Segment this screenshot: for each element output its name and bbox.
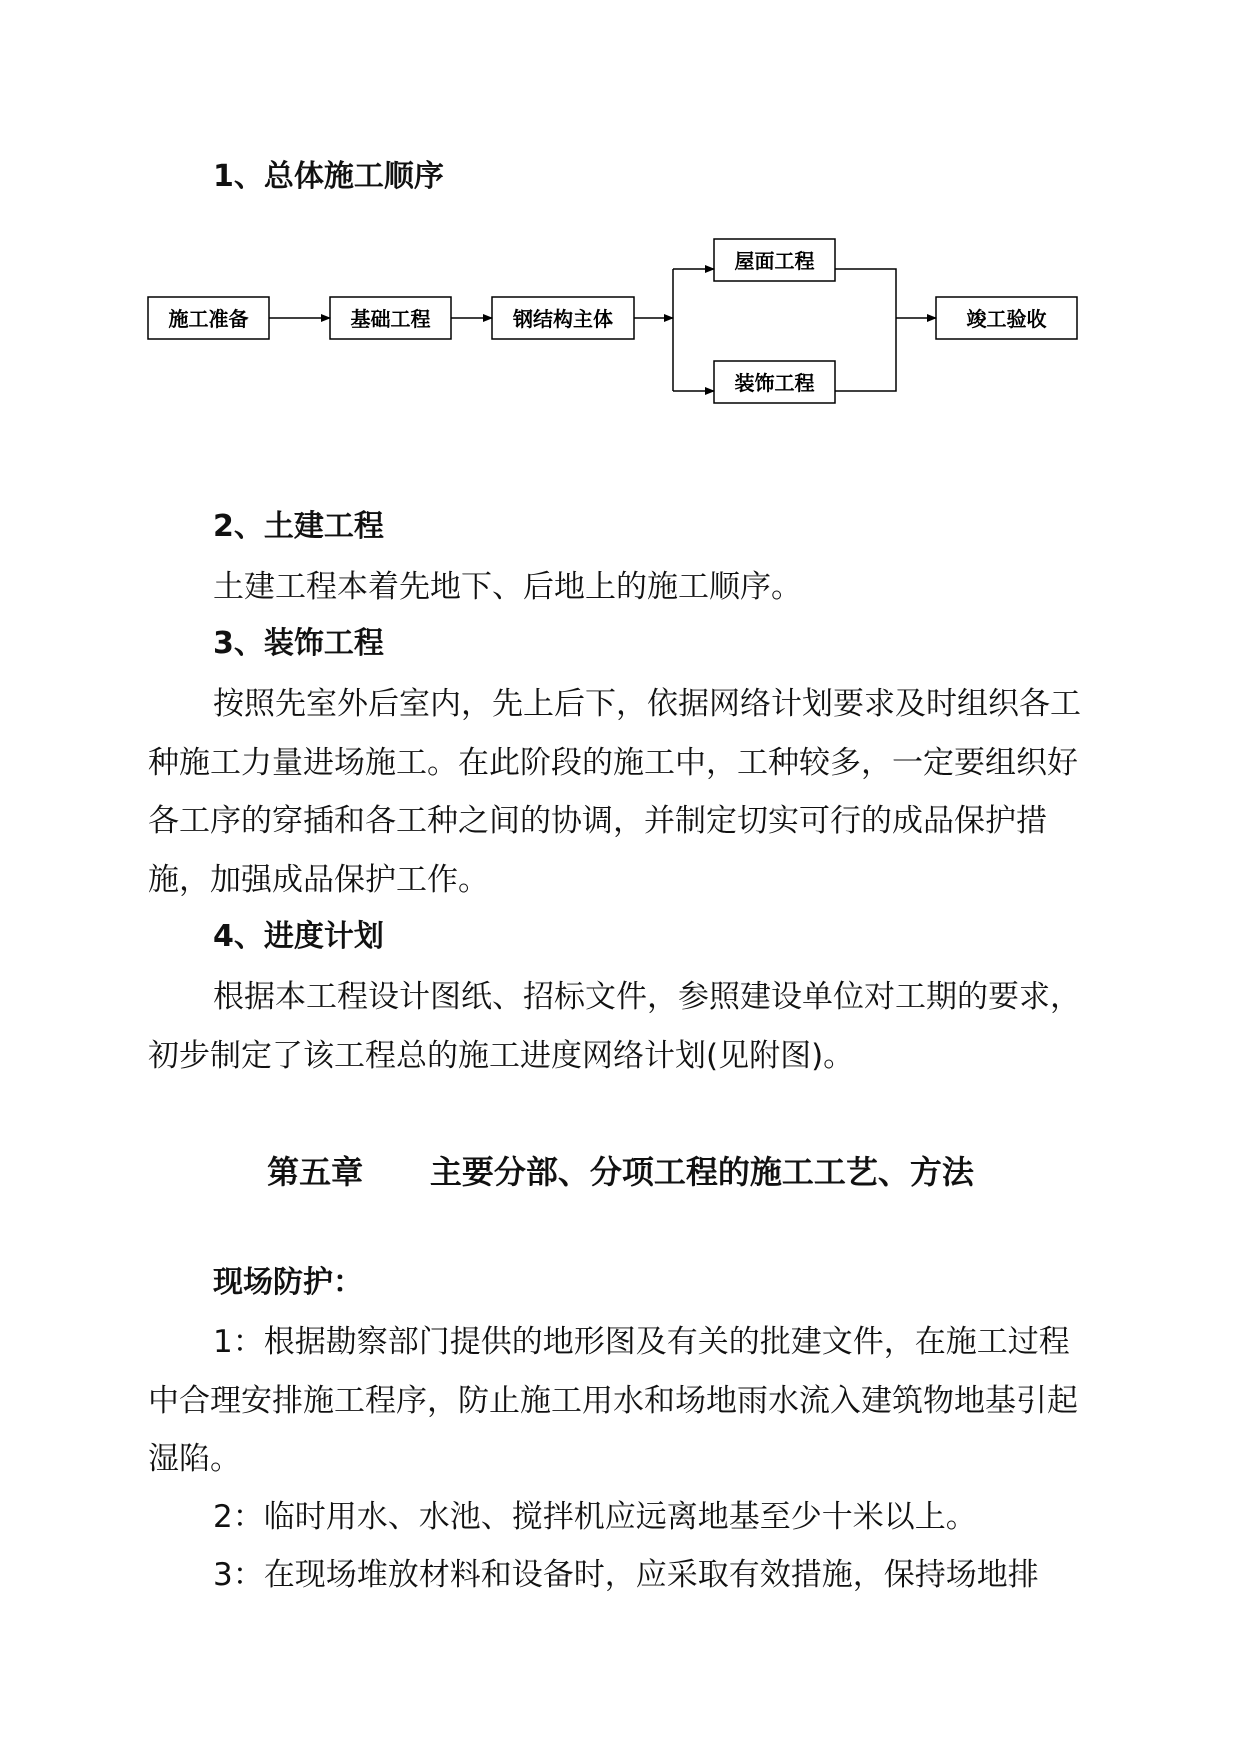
site-protection-item-2: [148, 1488, 1098, 1547]
section-4-heading: 4、进度计划: [213, 919, 384, 954]
section-4-body: [148, 968, 1098, 1085]
site-protection-heading: 现场防护：: [213, 1265, 363, 1300]
section-2-heading: 2、土建工程: [213, 509, 384, 544]
merge-lines: [835, 269, 896, 391]
section-1-heading: 1、总体施工顺序: [213, 159, 444, 194]
node-decoration: [714, 361, 835, 403]
construction-sequence-flowchart: [0, 0, 1241, 430]
node-roof-label: 屋面工程: [734, 249, 815, 273]
node-prep: [148, 297, 269, 339]
chapter-title: 主要分部、分项工程的施工工艺、方法: [429, 1153, 974, 1191]
section-3-heading: 3、装饰工程: [213, 626, 384, 661]
node-foundation-label: 基础工程: [350, 307, 431, 331]
node-steel-label: 钢结构主体: [513, 307, 613, 331]
node-foundation: [330, 297, 451, 339]
site-protection-item-1-text: 1：根据勘察部门提供的地形图及有关的批建文件，在施工过程中合理安排施工程序，防止施工用水和场地雨水流入建筑物地基引起湿陷。: [148, 1324, 1078, 1477]
section-2-body-text: 土建工程本着先地下、后地上的施工顺序。: [213, 569, 802, 605]
chapter-number: 第五章: [267, 1153, 364, 1191]
section-4-body-text: 根据本工程设计图纸、招标文件，参照建设单位对工期的要求，初步制定了该工程总的施工进度网络计划(见附图)。: [148, 979, 1081, 1074]
node-prep-label: 施工准备: [168, 307, 249, 331]
node-acceptance: [936, 297, 1077, 339]
node-decoration-label: 装饰工程: [734, 371, 815, 395]
section-3-body-text: 按照先室外后室内，先上后下，依据网络计划要求及时组织各工种施工力量进场施工。在此阶段的施工中，工种较多，一定要组织好各工序的穿插和各工种之间的协调，并制定切实可行的成品保护措施，加强成品保护工作。: [148, 686, 1081, 898]
node-steel: [492, 297, 634, 339]
node-acceptance-label: 竣工验收: [966, 307, 1047, 331]
site-protection-item-3-text: 3：在现场堆放材料和设备时，应采取有效措施，保持场地排: [213, 1557, 1039, 1593]
section-2-body: [148, 558, 1098, 617]
site-protection-item-1: [148, 1313, 1098, 1489]
site-protection-item-2-text: 2：临时用水、水池、搅拌机应远离地基至少十米以上。: [213, 1499, 977, 1535]
section-3-body: [148, 675, 1098, 909]
site-protection-item-3: [148, 1546, 1098, 1605]
chapter-heading: [0, 1150, 1241, 1194]
node-roof: [714, 239, 835, 281]
